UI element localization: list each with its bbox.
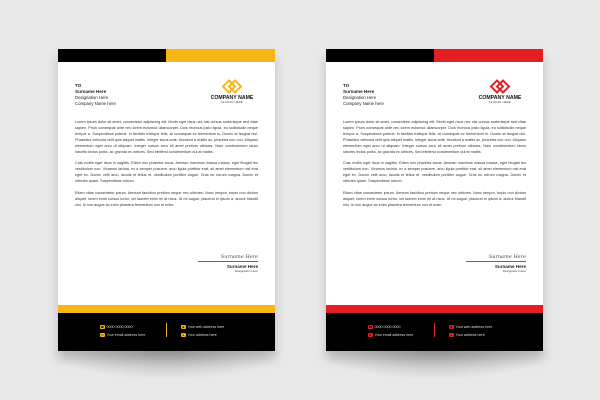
paragraph: Etiam vitae consectetur ipsum. Aenean faucibus pretium neque nec ultricies. Nunc tempor, turpis non dictum aliquet, lorem enim cursus tortor, vel laoreet enim mi at risus. Ut mi augue, placerat in ipsum a, auctor blandit nisl. In non augue ac enim pharetra fermentum non et enim.	[75, 191, 258, 207]
footer	[326, 313, 543, 351]
phone-icon: ☎	[368, 324, 373, 329]
signer-designation: Designation Here	[234, 269, 258, 273]
paragraph: Etiam vitae consectetur ipsum. Aenean faucibus pretium neque nec ultricies. Nunc tempor, turpis non dictum aliquet, lorem enim cursus tortor, vel laoreet enim mi at risus. Ut mi augue, placerat in ipsum a, auctor blandit nisl. In non augue ac enim pharetra fermentum non et enim.	[343, 191, 526, 207]
phone: 0000 0000 0000	[374, 325, 401, 329]
globe-icon: ◉	[449, 324, 453, 329]
globe-icon: ◉	[181, 324, 185, 329]
company-slogan: SLOGAN HERE	[488, 101, 512, 104]
recipient-company: Company Name here	[75, 101, 116, 106]
footer-divider	[166, 323, 167, 337]
signature-block	[466, 254, 526, 273]
signer-name: Surname Here	[494, 264, 526, 269]
footer	[58, 313, 275, 351]
logo-diamond-icon	[489, 79, 511, 94]
company-name: COMPANY NAME	[210, 95, 254, 101]
recipient-name: Surname Here	[75, 89, 107, 94]
signer-designation: Designation Here	[502, 269, 526, 273]
recipient-designation: Designation Here	[343, 95, 377, 100]
email: Your email address here	[106, 333, 146, 337]
recipient-block	[75, 83, 116, 107]
footer-divider	[434, 323, 435, 337]
to-label: TO	[75, 83, 82, 88]
company-name: COMPANY NAME	[478, 95, 522, 101]
top-bar	[326, 49, 543, 62]
company-slogan: SLOGAN HERE	[220, 101, 244, 104]
web-address: Your web address here	[187, 325, 225, 329]
recipient-block	[343, 83, 384, 107]
phone-icon: ☎	[100, 324, 105, 329]
email: Your email address here	[374, 333, 414, 337]
page-shadow	[315, 350, 555, 380]
web-address: Your web address here	[455, 325, 493, 329]
email-icon: ✉	[100, 332, 104, 337]
signature: Surname Here	[198, 254, 258, 262]
company-logo	[474, 79, 526, 104]
recipient-designation: Designation Here	[75, 95, 109, 100]
phone: 0000 0000 0000	[106, 325, 133, 329]
address: Your address here	[187, 333, 217, 337]
letter-body	[343, 120, 526, 215]
recipient-name: Surname Here	[343, 89, 375, 94]
paragraph: Lorem ipsum dolor sit amet, consectetur adipiscing elit. Morbi eget risus nec nisi cursus scelerisque sed vitae sapien. Proin consequat ante nec lorem euismod ullamcorper. Duis rhoncus justo ligula, eu sollicitudin neque tempor a. Suspendisse potenti. In facilisis tristique felis, at consequat ex fermentum in. Donec at feugiat nisl. Phasellus vehicula velit quis aliquet mattis. Integer lacus ante, tincidunt a mattis ac, pharetra non orci. Aliquam elementum eget arcu ut aliquam. Integer cursus arcu sit amet pretium ultricies. Nam condimentum lacus lobortis lectus porta, ac gravida ex ultrices. Sed eleifend condimentum dui at mattis.	[343, 120, 526, 154]
company-logo	[206, 79, 258, 104]
paragraph: Lorem ipsum dolor sit amet, consectetur adipiscing elit. Morbi eget risus nec nisi cursus scelerisque sed vitae sapien. Proin consequat ante nec lorem euismod ullamcorper. Duis rhoncus justo ligula, eu sollicitudin neque tempor a. Suspendisse potenti. In facilisis tristique felis, at consequat ex fermentum in. Donec at feugiat nisl. Phasellus vehicula velit quis aliquet mattis. Integer lacus ante, tincidunt a mattis ac, pharetra non orci. Aliquam elementum eget arcu ut aliquam. Integer cursus arcu sit amet pretium ultricies. Nam condimentum lacus lobortis lectus porta, ac gravida ex ultrices. Sed eleifend condimentum dui at mattis.	[75, 120, 258, 154]
footer-accent-band	[326, 305, 543, 313]
email-icon: ✉	[368, 332, 372, 337]
signature: Surname Here	[466, 254, 526, 262]
letterhead-page	[58, 49, 275, 351]
letterhead-page	[326, 49, 543, 351]
to-label: TO	[343, 83, 350, 88]
paragraph: Cras mollis eget risus in sagittis. Etiam nec pharetra lacus. Aenean maximus massa massa, eget feugiat leo vestibulum non. Vivamus lacinia, ex a semper posuere, arcu ligula porttitor erat, sit amet elementum nisl erat eget ex. Donec velit arcu, iaculis et tellus et, vestibulum porttitor augue. Cras eu rutrum magna. Donec et ultricies quam. Suspendisse rutrum.	[343, 161, 526, 184]
location-icon: ●	[450, 332, 453, 337]
page-shadow	[47, 350, 287, 380]
recipient-company: Company Name here	[343, 101, 384, 106]
logo-diamond-icon	[221, 79, 243, 94]
signature-block	[198, 254, 258, 273]
paragraph: Cras mollis eget risus in sagittis. Etiam nec pharetra lacus. Aenean maximus massa massa, eget feugiat leo vestibulum non. Vivamus lacinia, ex a semper posuere, arcu ligula porttitor erat, sit amet elementum nisl erat eget ex. Donec velit arcu, iaculis et tellus et, vestibulum porttitor augue. Cras eu rutrum magna. Donec et ultricies quam. Suspendisse rutrum.	[75, 161, 258, 184]
address: Your address here	[455, 333, 485, 337]
top-bar	[58, 49, 275, 62]
signer-name: Surname Here	[226, 264, 258, 269]
location-icon: ●	[182, 332, 185, 337]
letter-body	[75, 120, 258, 215]
footer-accent-band	[58, 305, 275, 313]
